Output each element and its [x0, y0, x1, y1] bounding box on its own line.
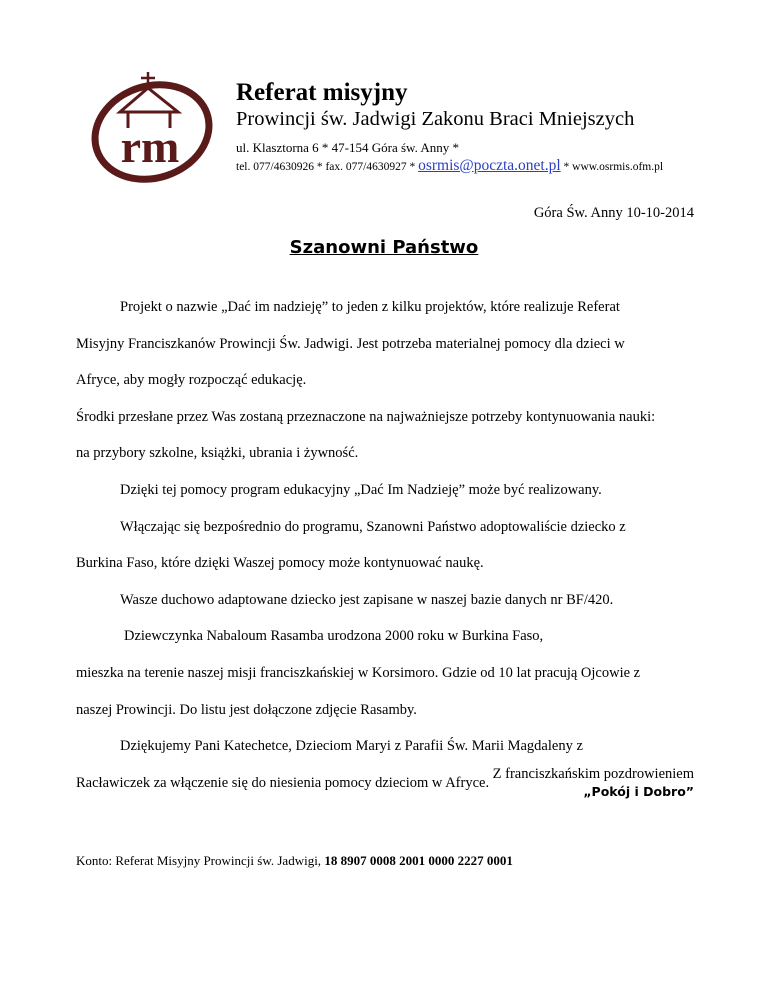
- referat-logo: [84, 66, 224, 186]
- body-line: Burkina Faso, które dzięki Waszej pomocy może kontynuować naukę.: [76, 555, 484, 572]
- body-line: Dzięki tej pomocy program edukacyjny „Dać Im Nadzieję” może być realizowany.: [120, 481, 602, 498]
- bank-account-line: [76, 853, 513, 869]
- header-contact-line: [236, 156, 663, 177]
- body-line: Włączając się bezpośrednio do programu, Szanowni Państwo adoptowaliście dziecko z: [120, 518, 626, 535]
- header-subtitle: Prowincji św. Jadwigi Zakonu Braci Mniejszych: [236, 108, 635, 130]
- header-website: * www.osrmis.ofm.pl: [563, 161, 664, 173]
- body-line: naszej Prowincji. Do listu jest dołączone zdjęcie Rasamby.: [76, 701, 417, 718]
- closing-block: [493, 766, 694, 800]
- body-line: Środki przesłane przez Was zostaną przeznaczone na najważniejsze potrzeby kontynuowania nauki:: [76, 408, 656, 425]
- letter-body: [76, 289, 716, 801]
- body-line: mieszka na terenie naszej misji franciszkańskiej w Korsimoro. Gdzie od 10 lat pracują Ojcowie z: [76, 664, 641, 681]
- body-line: Dziękujemy Pani Katechetce, Dzieciom Maryi z Parafii Św. Marii Magdaleny z: [120, 738, 583, 755]
- header-address: ul. Klasztorna 6 * 47-154 Góra św. Anny *: [236, 140, 460, 155]
- body-line: Dziewczynka Nabaloum Rasamba urodzona 2000 roku w Burkina Faso,: [124, 628, 544, 645]
- greeting-heading: Szanowni Państwo: [289, 237, 479, 258]
- body-line: Afryce, aby mogły rozpocząć edukację.: [76, 372, 307, 389]
- body-line: na przybory szkolne, książki, ubrania i żywność.: [76, 445, 359, 462]
- closing-motto: „Pokój i Dobro”: [583, 784, 694, 799]
- body-line: Racławiczek za włączenie się do niesienia pomocy dzieciom w Afryce.: [76, 774, 490, 791]
- closing-regards: Z franciszkańskim pozdrowieniem: [492, 766, 694, 782]
- header-title: Referat misyjny: [236, 79, 408, 106]
- header-tel-fax: tel. 077/4630926 * fax. 077/4630927 *: [236, 161, 416, 173]
- logo-letters: rm: [120, 121, 180, 172]
- letter-date: Góra Św. Anny 10-10-2014: [533, 205, 694, 221]
- account-number: 18 8907 0008 2001 0000 2227 0001: [324, 853, 513, 868]
- email-link[interactable]: osrmis@poczta.onet.pl: [418, 157, 561, 174]
- account-label: Konto: Referat Misyjny Prowincji św. Jadwigi,: [76, 853, 322, 868]
- body-line: Wasze duchowo adaptowane dziecko jest zapisane w naszej bazie danych nr BF/420.: [120, 591, 614, 608]
- body-line: Projekt o nazwie „Dać im nadzieję” to jeden z kilku projektów, które realizuje Referat: [120, 299, 620, 315]
- body-line: Misyjny Franciszkanów Prowincji Św. Jadwigi. Jest potrzeba materialnej pomocy dla dzieci w: [76, 335, 625, 352]
